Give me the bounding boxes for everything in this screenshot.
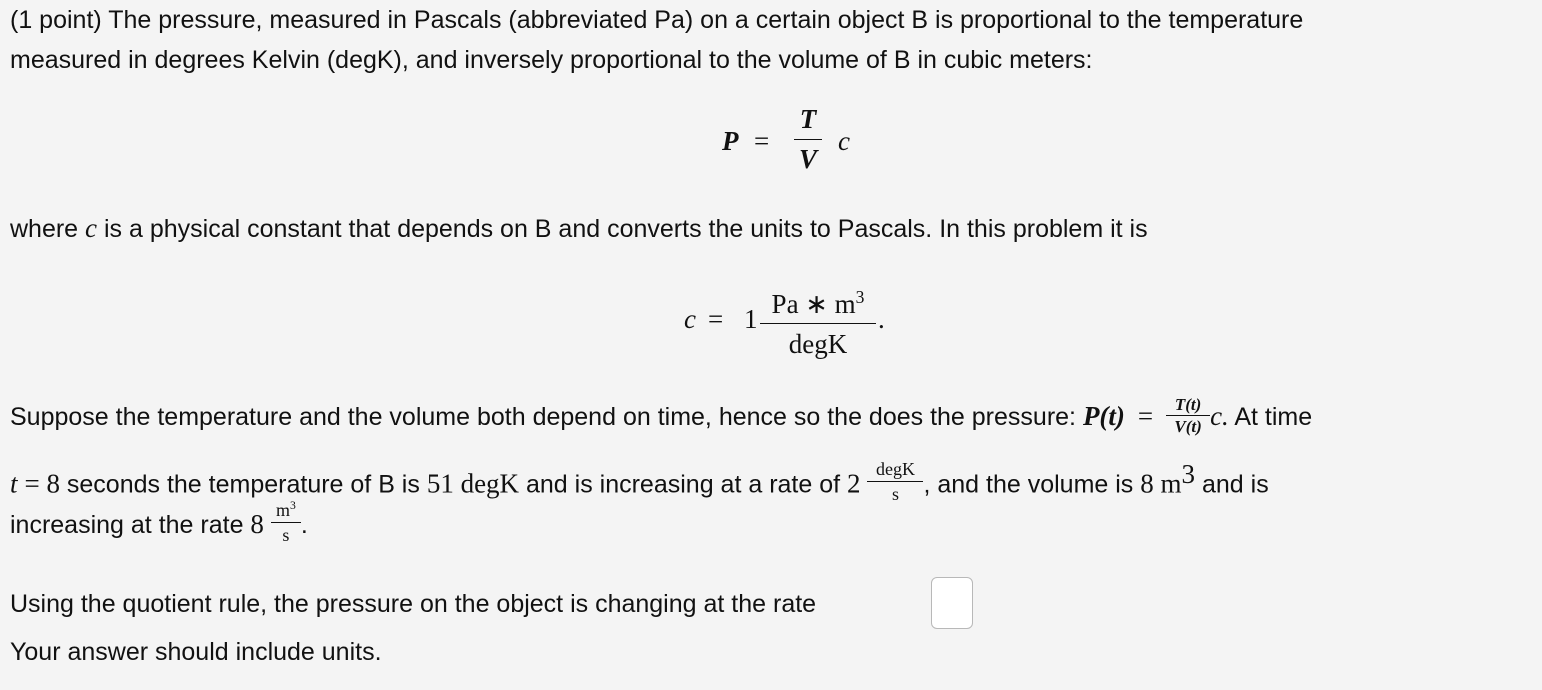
intro-line-1: (1 point) The pressure, measured in Pascals (abbreviated Pa) on a certain object B is proportional to the temperature (10, 6, 1304, 34)
volume-exponent: 3 (1181, 459, 1196, 489)
volume-rate-numerator-exponent: 3 (289, 499, 296, 513)
answer-input[interactable] (931, 577, 973, 629)
temp-rate-numerator: degK (875, 459, 915, 480)
pt-numerator: T(t) (1174, 394, 1202, 414)
eq2-numerator-exponent: 3 (855, 287, 865, 307)
time-seg2: and is increasing at a rate of (519, 470, 848, 499)
time-line (10, 454, 1269, 504)
eq2-period: . (878, 304, 885, 334)
where-post: is a physical constant that depends on B and converts the units to Pascals. In this problem it is (97, 215, 1148, 243)
suppose-line (10, 396, 1312, 437)
eq2-fraction-bar (760, 323, 876, 324)
eq1-numerator: T (799, 104, 817, 134)
intro-line-2: measured in degrees Kelvin (degK), and inversely proportional to the volume of B in cubic meters: (10, 46, 1093, 74)
temp-value: 51 degK (426, 468, 520, 499)
where-var: c (85, 213, 98, 243)
time-seg1: seconds the temperature of B is (59, 470, 427, 499)
eq2-equals: = (708, 304, 724, 334)
volume-rate-text: increasing at the rate (10, 511, 251, 539)
pt-factor: c. (1210, 401, 1229, 431)
question-text: Using the quotient rule, the pressure on the object is changing at the rate (10, 590, 817, 618)
temp-rate-bar (867, 481, 923, 482)
eq2-denominator: degK (788, 329, 848, 359)
volume-rate-denominator: s (282, 525, 290, 546)
pt-expression: P(t) (1082, 401, 1125, 431)
volume-value: 8 m (1140, 468, 1182, 499)
eq1-denominator: V (798, 144, 817, 174)
eq1-equals: = (754, 126, 770, 156)
pt-denominator: V(t) (1174, 416, 1202, 436)
where-pre: where (10, 215, 86, 243)
at-time: At time (1228, 403, 1313, 431)
time-seg3: , and the volume is (923, 470, 1141, 499)
volume-rate-line (10, 499, 308, 546)
eq1-factor: c (838, 126, 850, 156)
eq1-lhs: P (722, 126, 739, 156)
pt-fraction-bar (1166, 415, 1210, 416)
t-var: t (10, 468, 18, 499)
time-seg4: and is (1195, 470, 1269, 499)
eq2-lhs: c (684, 304, 696, 334)
volume-rate-coef: 8 (250, 509, 264, 539)
t-equals: = 8 (24, 468, 60, 499)
temp-rate-denominator: s (891, 484, 899, 505)
pt-equals: = (1137, 401, 1154, 431)
volume-rate-numerator: m (275, 500, 290, 521)
eq1-fraction-bar (794, 139, 822, 140)
suppose-text: Suppose the temperature and the volume both depend on time, hence so the does the pressure: (10, 403, 1083, 431)
volume-rate-period: . (300, 511, 308, 539)
temp-rate-coef: 2 (847, 468, 861, 499)
where-line (10, 208, 1148, 249)
volume-rate-bar (271, 522, 301, 523)
constant-equation (684, 280, 894, 366)
eq2-coefficient: 1 (744, 304, 758, 334)
eq2-numerator: Pa ∗ m (771, 289, 856, 319)
units-note: Your answer should include units. (10, 638, 382, 666)
